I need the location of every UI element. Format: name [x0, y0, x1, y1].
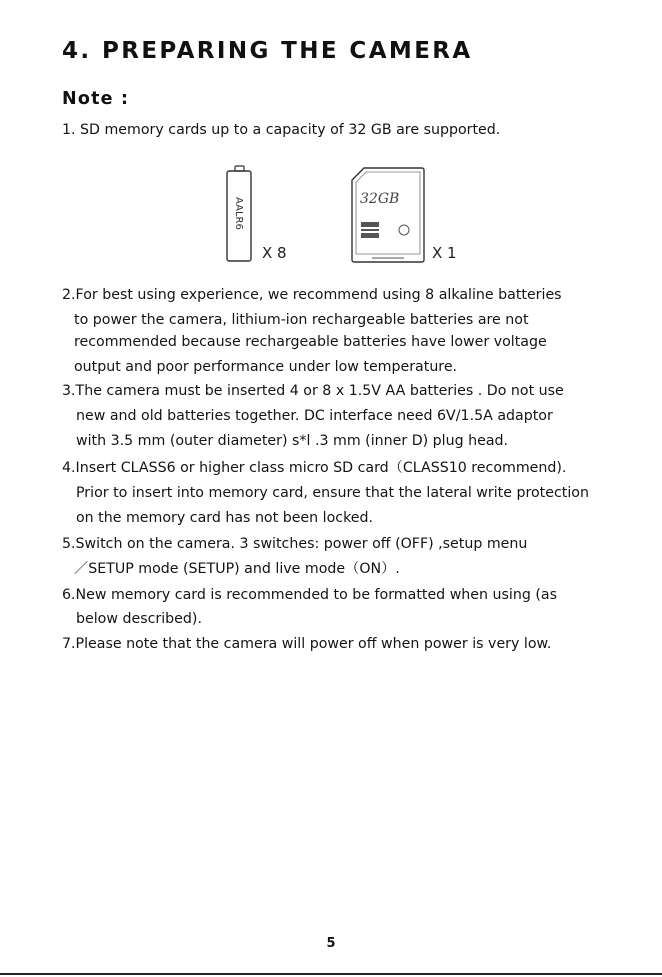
card-count: X 1	[432, 244, 457, 262]
note-heading: Note :	[62, 89, 130, 109]
sd-card-icon	[350, 166, 426, 264]
note-line-4: 4.Insert CLASS6 or higher class micro SD card（CLASS10 recommend).	[62, 460, 567, 476]
battery-icon	[224, 165, 254, 265]
page-number: 5	[326, 936, 336, 951]
note-line-1: 1. SD memory cards up to a capacity of 32 GB are supported.	[62, 122, 501, 138]
battery-count: X 8	[262, 244, 287, 262]
note-line-3-cont-2: with 3.5 mm (outer diameter) s*l .3 mm (inner D) plug head.	[76, 433, 509, 449]
note-line-3-cont-1: new and old batteries together. DC interface need 6V/1.5A adaptor	[76, 408, 553, 424]
note-line-4-cont-2: on the memory card has not been locked.	[76, 510, 374, 526]
sd-card-capacity: 32GB	[360, 191, 400, 207]
note-line-5-cont-1: ／SETUP mode (SETUP) and live mode（ON）.	[74, 561, 400, 577]
bottom-rule	[0, 973, 662, 975]
note-line-2: 2.For best using experience, we recommend using 8 alkaline batteries	[62, 287, 562, 303]
note-line-6: 6.New memory card is recommended to be formatted when using (as	[62, 587, 557, 603]
sdhc-logo-icon	[361, 222, 379, 238]
note-line-7: 7.Please note that the camera will power off when power is very low.	[62, 636, 552, 652]
note-line-2-cont-1: to power the camera, lithium-ion rechargeable batteries are not	[74, 312, 529, 328]
note-line-2-cont-3: output and poor performance under low temperature.	[74, 359, 458, 375]
battery-label: AALR6	[233, 197, 244, 230]
note-line-5: 5.Switch on the camera. 3 switches: power off (OFF) ,setup menu	[62, 536, 528, 552]
section-title: 4. PREPARING THE CAMERA	[62, 38, 473, 64]
class10-icon	[399, 225, 409, 235]
note-line-4-cont-1: Prior to insert into memory card, ensure that the lateral write protection	[76, 485, 589, 501]
sd-card-figure	[350, 166, 426, 268]
battery-figure	[224, 165, 254, 269]
note-line-2-cont-2: recommended because rechargeable batteries have lower voltage	[74, 334, 547, 350]
note-line-3: 3.The camera must be inserted 4 or 8 x 1.5V AA batteries . Do not use	[62, 383, 564, 399]
note-line-6-cont-1: below described).	[76, 611, 202, 627]
